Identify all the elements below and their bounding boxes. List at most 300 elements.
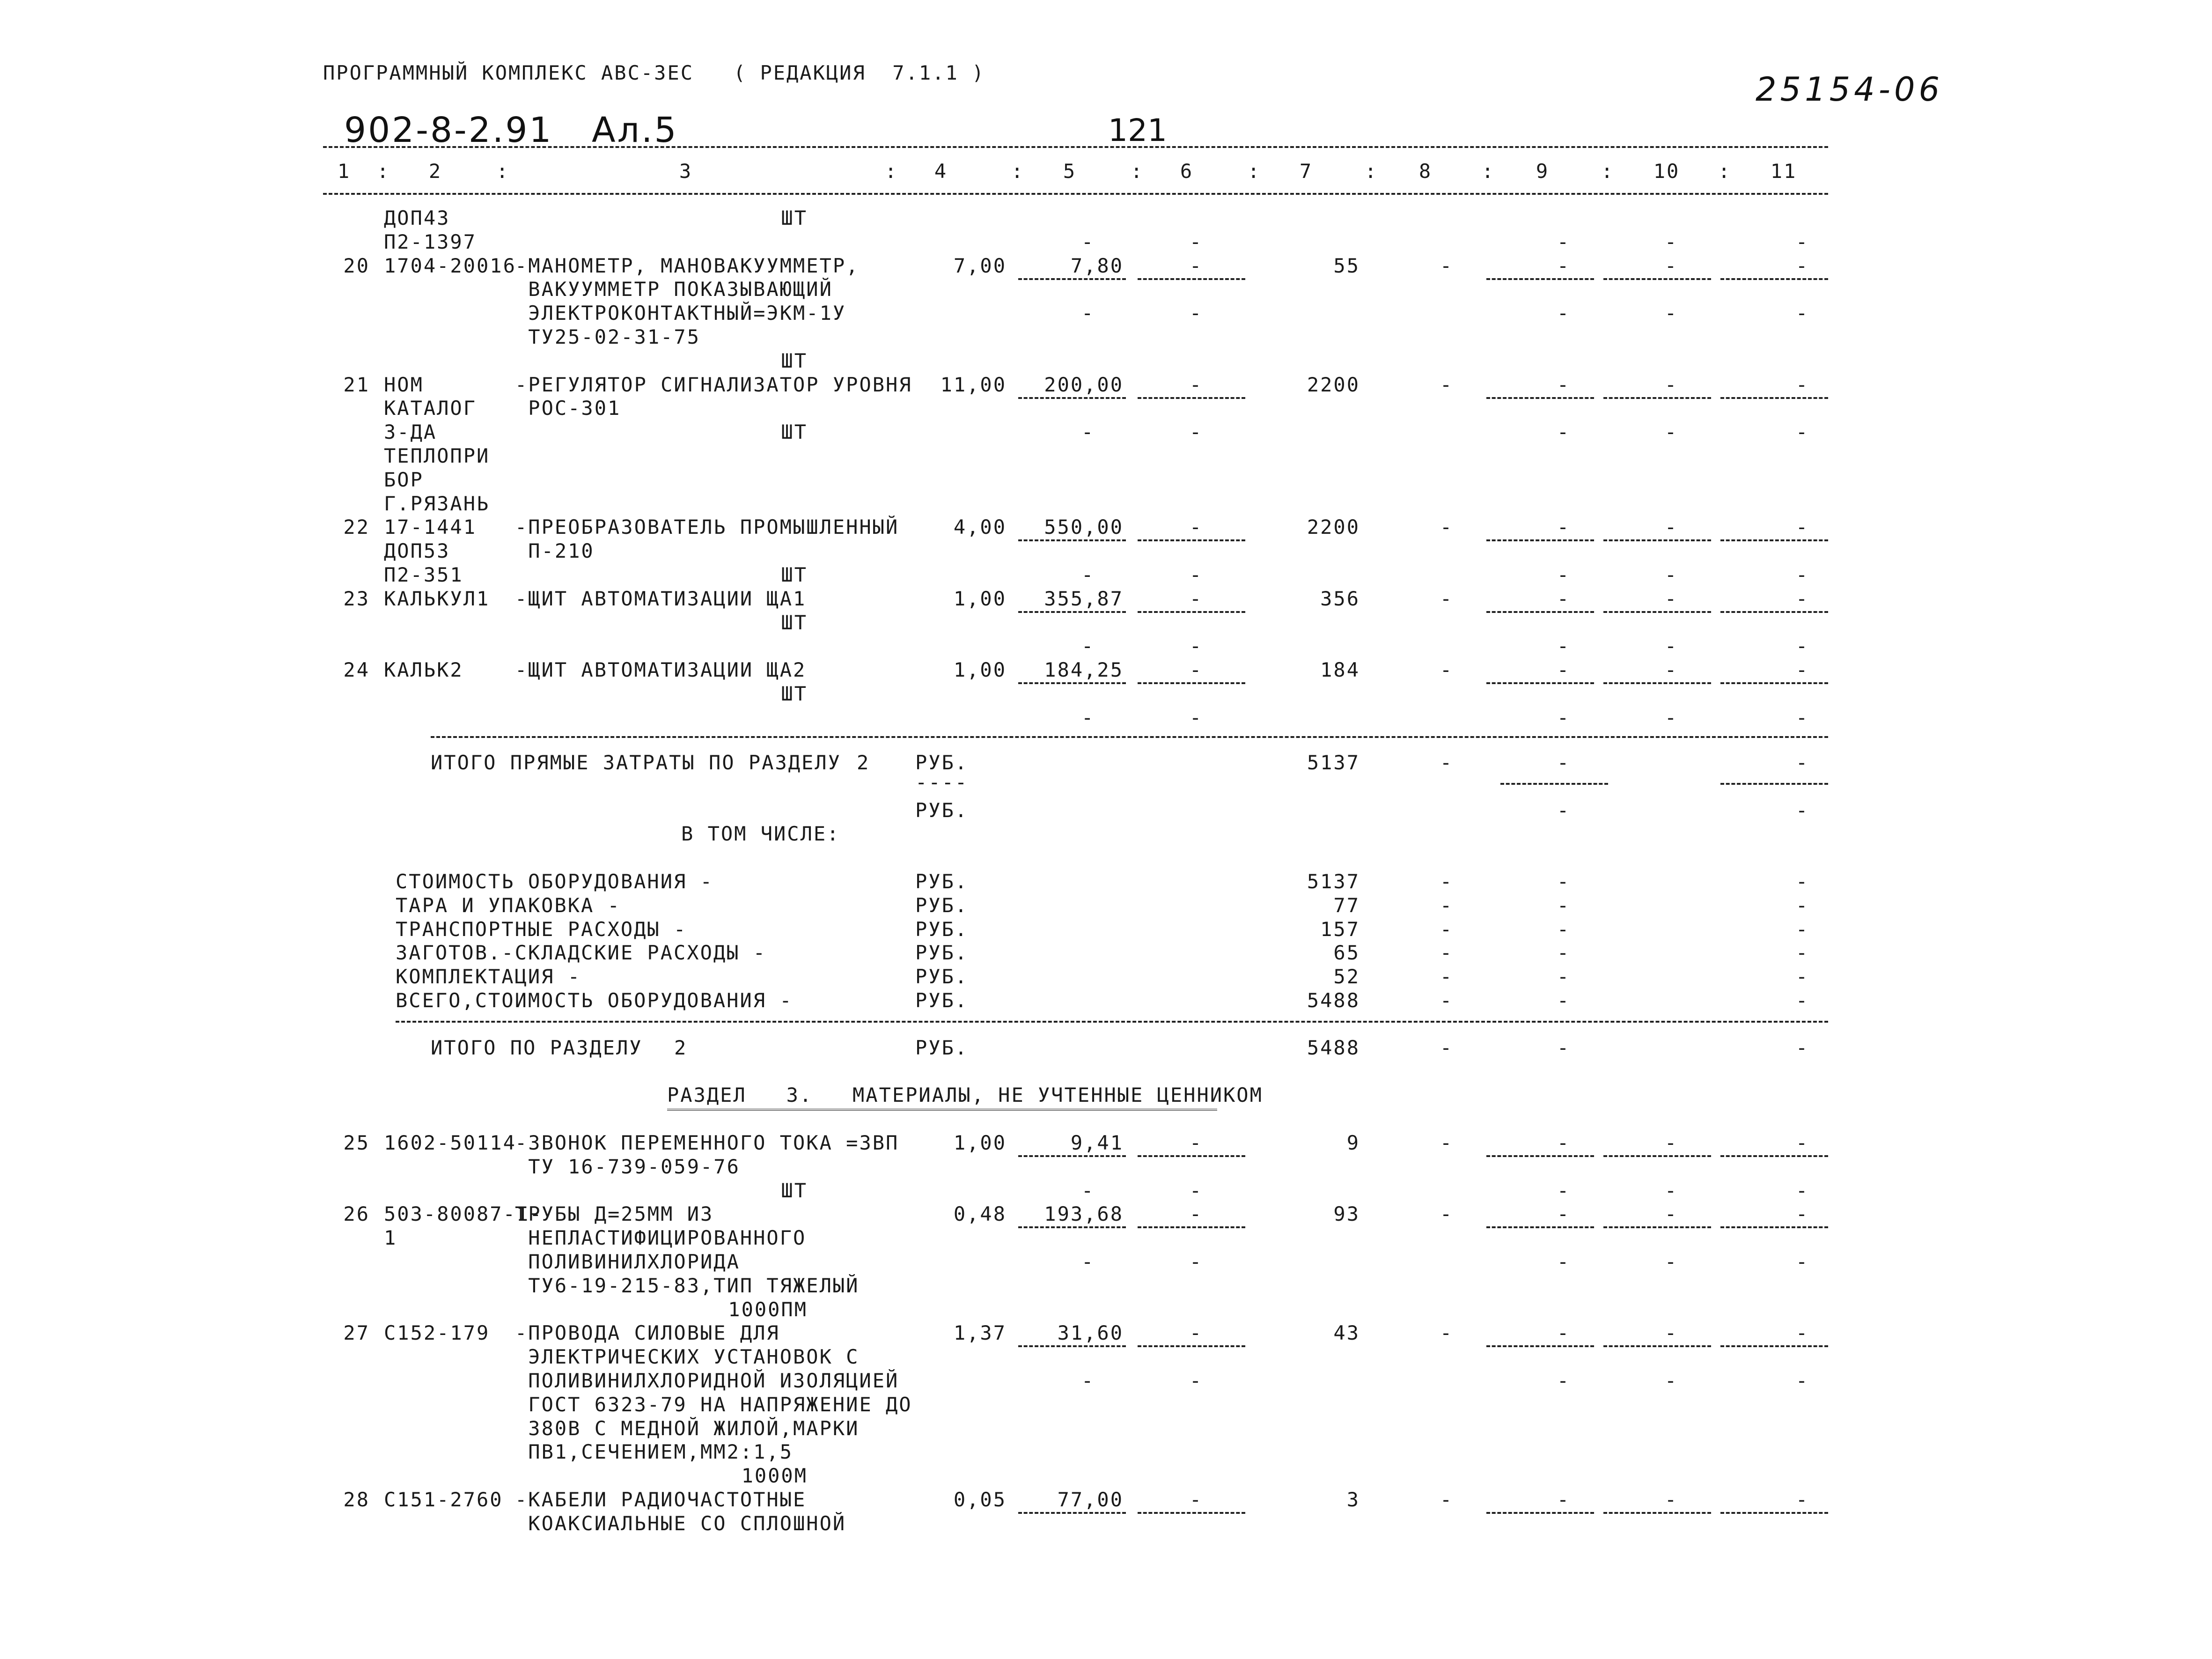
unit-cell: ШТ xyxy=(781,682,808,705)
column-header-3: 3 xyxy=(679,160,693,183)
breakdown-label: ВСЕГО,СТОИМОСТЬ ОБОРУДОВАНИЯ - xyxy=(396,989,793,1012)
col10-underline xyxy=(1603,1345,1711,1347)
code-cell: Г.РЯЗАНЬ xyxy=(384,492,490,515)
dash-cell: - xyxy=(1440,751,1454,774)
quantity-cell: 0,48 xyxy=(953,1202,1007,1226)
col10-cell: - xyxy=(1664,230,1678,253)
col11-cell: - xyxy=(1795,1250,1809,1273)
column-header-9: 9 xyxy=(1536,160,1550,183)
name-cell: ПОЛИВИНИЛХЛОРИДНОЙ ИЗОЛЯЦИЕЙ xyxy=(515,1369,899,1392)
col11-underline xyxy=(1720,539,1828,541)
price-underline xyxy=(1018,611,1126,613)
name-cell: -ЗВОНОК ПЕРЕМЕННОГО ТОКА =ЗВП xyxy=(515,1131,899,1154)
including-label: В ТОМ ЧИСЛЕ: xyxy=(681,822,840,845)
unit-cell: ШТ xyxy=(781,420,808,444)
price-cell: 355,87 xyxy=(1044,587,1124,610)
row-number: 23 xyxy=(343,587,370,610)
dash-cell: - xyxy=(1795,1036,1809,1059)
col6-cell: - xyxy=(1189,1179,1203,1202)
price-cell: - xyxy=(1081,1369,1095,1392)
col11-cell: - xyxy=(1795,1321,1809,1345)
col11-cell: - xyxy=(1795,1488,1809,1511)
col11-cell: - xyxy=(1795,634,1809,658)
col10-underline xyxy=(1603,278,1711,280)
col10-underline xyxy=(1603,682,1711,684)
col6-underline xyxy=(1138,397,1245,399)
col9-cell: - xyxy=(1557,1131,1571,1154)
col8-cell: - xyxy=(1440,516,1454,539)
name-cell: ГОСТ 6323-79 НА НАПРЯЖЕНИЕ ДО xyxy=(515,1393,912,1416)
col10-cell: - xyxy=(1664,658,1678,682)
col8-cell: - xyxy=(1440,587,1454,610)
code-cell: П2-351 xyxy=(384,563,463,586)
col10-underline xyxy=(1603,1512,1711,1514)
row-number: 25 xyxy=(343,1131,370,1154)
col11-cell: - xyxy=(1795,1131,1809,1154)
col9-underline xyxy=(1486,682,1594,684)
dash-cell: - xyxy=(1557,941,1571,965)
page-number: 121 xyxy=(1108,112,1167,148)
name-cell: ПОЛИВИНИЛХЛОРИДА xyxy=(515,1250,740,1273)
name-cell: ЭЛЕКТРИЧЕСКИХ УСТАНОВОК С xyxy=(515,1345,860,1369)
col9-underline xyxy=(1500,783,1608,785)
price-cell: 200,00 xyxy=(1044,373,1124,396)
col9-cell: - xyxy=(1557,563,1571,586)
price-cell: - xyxy=(1081,1179,1095,1202)
breakdown-label: ТАРА И УПАКОВКА - xyxy=(396,893,621,917)
code-cell: ДОП43 xyxy=(384,206,450,229)
totals-mid-rule xyxy=(396,1021,1828,1023)
breakdown-value: 77 xyxy=(1333,893,1360,917)
column-header-1: 1 xyxy=(337,160,351,183)
col6-cell: - xyxy=(1189,302,1203,325)
price-cell: 7,80 xyxy=(1070,254,1124,277)
column-header-7: 7 xyxy=(1299,160,1313,183)
quantity-cell: 1,00 xyxy=(953,587,1007,610)
price-cell: 550,00 xyxy=(1044,516,1124,539)
col9-underline xyxy=(1486,1345,1594,1347)
col10-cell: - xyxy=(1664,706,1678,729)
col11-cell: - xyxy=(1795,658,1809,682)
direct-costs-label: ИТОГО ПРЯМЫЕ ЗАТРАТЫ ПО РАЗДЕЛУ xyxy=(431,751,841,774)
rub-label: РУБ. xyxy=(915,870,969,893)
unit-cell: ШТ xyxy=(781,206,808,229)
col6-underline xyxy=(1138,682,1245,684)
rub-label: РУБ. xyxy=(915,965,969,988)
code-cell: 1602-50114 xyxy=(384,1131,516,1154)
col9-cell: - xyxy=(1557,1179,1571,1202)
breakdown-label: ЗАГОТОВ.-СКЛАДСКИЕ РАСХОДЫ - xyxy=(396,941,767,965)
unit-cell: ШТ xyxy=(781,349,808,372)
col6-cell: - xyxy=(1189,563,1203,586)
dash-cell: - xyxy=(1440,989,1454,1012)
col6-cell: - xyxy=(1189,1369,1203,1392)
rub-label: РУБ. xyxy=(915,917,969,941)
col10-cell: - xyxy=(1664,516,1678,539)
section-total-label: ИТОГО ПО РАЗДЕЛУ xyxy=(431,1036,643,1059)
section-total-value: 5488 xyxy=(1307,1036,1360,1059)
dash-cell: - xyxy=(1557,1036,1571,1059)
col6-underline xyxy=(1138,539,1245,541)
column-header-2: 2 xyxy=(428,160,442,183)
total-cell: 9 xyxy=(1346,1131,1360,1154)
dash-cell: - xyxy=(1557,799,1571,822)
col10-underline xyxy=(1603,1226,1711,1228)
quantity-cell: 4,00 xyxy=(953,516,1007,539)
code-cell: 503-80087-1- xyxy=(384,1202,543,1226)
column-header-11: 11 xyxy=(1770,160,1797,183)
code-cell: ТЕПЛОПРИ xyxy=(384,444,490,467)
name-cell: КОАКСИАЛЬНЫЕ СО СПЛОШНОЙ xyxy=(515,1512,846,1535)
col9-cell: - xyxy=(1557,373,1571,396)
col11-underline xyxy=(1720,278,1828,280)
col8-cell: - xyxy=(1440,373,1454,396)
quantity-cell: 7,00 xyxy=(953,254,1007,277)
col11-cell: - xyxy=(1795,587,1809,610)
breakdown-value: 5488 xyxy=(1307,989,1360,1012)
section-3-title-underline xyxy=(667,1109,1217,1113)
col9-cell: - xyxy=(1557,587,1571,610)
dash-cell: - xyxy=(1557,965,1571,988)
column-separator: : xyxy=(1601,160,1615,183)
unit-cell: ШТ xyxy=(781,563,808,586)
col11-cell: - xyxy=(1795,563,1809,586)
price-underline xyxy=(1018,1226,1126,1228)
price-underline xyxy=(1018,397,1126,399)
col6-cell: - xyxy=(1189,516,1203,539)
price-cell: - xyxy=(1081,230,1095,253)
col10-underline xyxy=(1603,397,1711,399)
project-code: 902-8-2.91 Ал.5 xyxy=(344,110,678,150)
name-cell: ТУ6-19-215-83,ТИП ТЯЖЕЛЫЙ xyxy=(515,1274,860,1297)
name-cell: ВАКУУММЕТР ПОКАЗЫВАЮЩИЙ xyxy=(515,278,833,301)
total-cell: 3 xyxy=(1346,1488,1360,1511)
price-cell: - xyxy=(1081,706,1095,729)
dash-cell: - xyxy=(1440,893,1454,917)
col11-underline xyxy=(1720,682,1828,684)
col11-cell: - xyxy=(1795,254,1809,277)
name-cell: ЭЛЕКТРОКОНТАКТНЫЙ=ЭКМ-1У xyxy=(515,302,846,325)
code-cell: НОМ xyxy=(384,373,424,396)
col9-cell: - xyxy=(1557,658,1571,682)
col11-underline xyxy=(1720,1226,1828,1228)
col9-cell: - xyxy=(1557,420,1571,444)
code-cell: С152-179 xyxy=(384,1321,490,1345)
column-header-8: 8 xyxy=(1418,160,1433,183)
col11-cell: - xyxy=(1795,1202,1809,1226)
col11-underline xyxy=(1720,611,1828,613)
col6-underline xyxy=(1138,1512,1245,1514)
column-header-10: 10 xyxy=(1653,160,1680,183)
col10-cell: - xyxy=(1664,302,1678,325)
dash-cell: - xyxy=(1440,965,1454,988)
col10-cell: - xyxy=(1664,1369,1678,1392)
col11-cell: - xyxy=(1795,302,1809,325)
column-header-6: 6 xyxy=(1180,160,1194,183)
col10-cell: - xyxy=(1664,563,1678,586)
section-total-number: 2 xyxy=(674,1036,688,1059)
col9-underline xyxy=(1486,1155,1594,1157)
row-number: 22 xyxy=(343,516,370,539)
row-number: 28 xyxy=(343,1488,370,1511)
col9-cell: - xyxy=(1557,634,1571,658)
col9-cell: - xyxy=(1557,230,1571,253)
price-underline xyxy=(1018,1512,1126,1514)
col9-cell: - xyxy=(1557,1321,1571,1345)
col6-cell: - xyxy=(1189,254,1203,277)
col11-underline xyxy=(1720,1345,1828,1347)
name-cell: РОС-301 xyxy=(515,397,621,420)
column-separator: : xyxy=(1131,160,1144,183)
dash-cell: - xyxy=(1440,941,1454,965)
price-underline xyxy=(1018,539,1126,541)
code-cell: 17-1441 xyxy=(384,516,477,539)
rub-dash: ---- xyxy=(915,771,969,794)
col11-cell: - xyxy=(1795,420,1809,444)
col10-cell: - xyxy=(1664,1321,1678,1345)
col6-cell: - xyxy=(1189,634,1203,658)
column-separator: : xyxy=(1248,160,1261,183)
col6-cell: - xyxy=(1189,1488,1203,1511)
price-cell: - xyxy=(1081,302,1095,325)
dash-cell: - xyxy=(1557,893,1571,917)
price-underline xyxy=(1018,1155,1126,1157)
price-cell: 77,00 xyxy=(1057,1488,1124,1511)
breakdown-value: 157 xyxy=(1320,917,1360,941)
name-cell: -МАНОМЕТР, МАНОВАКУУММЕТР, xyxy=(515,254,860,277)
quantity-cell: 1,00 xyxy=(953,658,1007,682)
col10-cell: - xyxy=(1664,587,1678,610)
col11-cell: - xyxy=(1795,230,1809,253)
row-number: 24 xyxy=(343,658,370,682)
name-cell: ТУ 16-739-059-76 xyxy=(515,1155,740,1178)
total-cell: 356 xyxy=(1320,587,1360,610)
total-cell: 184 xyxy=(1320,658,1360,682)
col8-cell: - xyxy=(1440,1321,1454,1345)
col9-cell: - xyxy=(1557,254,1571,277)
column-separator: : xyxy=(1011,160,1025,183)
col11-cell: - xyxy=(1795,516,1809,539)
name-cell: -ПРЕОБРАЗОВАТЕЛЬ ПРОМЫШЛЕННЫЙ xyxy=(515,516,899,539)
unit-cell: ШТ xyxy=(781,1179,808,1202)
col9-cell: - xyxy=(1557,1369,1571,1392)
code-cell: КАЛЬКУЛ1 xyxy=(384,587,490,610)
section-3-title: РАЗДЕЛ 3. МАТЕРИАЛЫ, НЕ УЧТЕННЫЕ ЦЕННИКОМ xyxy=(667,1084,1263,1106)
dash-cell: - xyxy=(1795,965,1809,988)
col9-cell: - xyxy=(1557,516,1571,539)
col9-underline xyxy=(1486,397,1594,399)
col11-underline xyxy=(1720,783,1828,785)
code-cell: БОР xyxy=(384,468,424,491)
dash-cell: - xyxy=(1795,893,1809,917)
price-cell: - xyxy=(1081,1250,1095,1273)
col6-cell: - xyxy=(1189,1131,1203,1154)
col10-cell: - xyxy=(1664,420,1678,444)
code-cell: П2-1397 xyxy=(384,230,477,253)
breakdown-label: КОМПЛЕКТАЦИЯ - xyxy=(396,965,581,988)
total-cell: 43 xyxy=(1333,1321,1360,1345)
row-number: 27 xyxy=(343,1321,370,1345)
price-underline xyxy=(1018,278,1126,280)
column-separator: : xyxy=(1482,160,1495,183)
col6-cell: - xyxy=(1189,587,1203,610)
col10-underline xyxy=(1603,611,1711,613)
rub-label: РУБ. xyxy=(915,893,969,917)
col11-underline xyxy=(1720,1512,1828,1514)
dash-cell: - xyxy=(1440,1036,1454,1059)
name-cell: -ЩИТ АВТОМАТИЗАЦИИ ЩА2 xyxy=(515,658,807,682)
col10-cell: - xyxy=(1664,254,1678,277)
column-header-5: 5 xyxy=(1063,160,1077,183)
col9-underline xyxy=(1486,1512,1594,1514)
rub-label: РУБ. xyxy=(915,989,969,1012)
direct-costs-total: 5137 xyxy=(1307,751,1360,774)
code-cell: 1 xyxy=(384,1226,397,1250)
quantity-cell: 0,05 xyxy=(953,1488,1007,1511)
col8-cell: - xyxy=(1440,1202,1454,1226)
col10-cell: - xyxy=(1664,634,1678,658)
column-separator: : xyxy=(496,160,510,183)
col10-underline xyxy=(1603,1155,1711,1157)
col6-underline xyxy=(1138,278,1245,280)
name-cell: ПВ1,СЕЧЕНИЕМ,ММ2:1,5 xyxy=(515,1440,794,1464)
col8-cell: - xyxy=(1440,1488,1454,1511)
dash-cell: - xyxy=(1557,751,1571,774)
price-cell: - xyxy=(1081,420,1095,444)
name-cell: 380В С МЕДНОЙ ЖИЛОЙ,МАРКИ xyxy=(515,1416,860,1440)
col9-cell: - xyxy=(1557,1202,1571,1226)
col10-cell: - xyxy=(1664,1250,1678,1273)
dash-cell: - xyxy=(1795,941,1809,965)
col10-cell: - xyxy=(1664,373,1678,396)
col8-cell: - xyxy=(1440,254,1454,277)
dash-cell: - xyxy=(1557,870,1571,893)
col6-cell: - xyxy=(1189,420,1203,444)
breakdown-value: 5137 xyxy=(1307,870,1360,893)
col8-cell: - xyxy=(1440,1131,1454,1154)
dash-cell: - xyxy=(1795,751,1809,774)
col9-cell: - xyxy=(1557,1488,1571,1511)
price-cell: 9,41 xyxy=(1070,1131,1124,1154)
col10-cell: - xyxy=(1664,1202,1678,1226)
price-cell: - xyxy=(1081,634,1095,658)
col6-cell: - xyxy=(1189,1202,1203,1226)
breakdown-label: ТРАНСПОРТНЫЕ РАСХОДЫ - xyxy=(396,917,687,941)
unit-cell: 1000ПМ xyxy=(728,1298,808,1321)
col8-cell: - xyxy=(1440,658,1454,682)
col11-cell: - xyxy=(1795,373,1809,396)
total-cell: 93 xyxy=(1333,1202,1360,1226)
direct-costs-section: 2 xyxy=(857,751,870,774)
total-cell: 2200 xyxy=(1307,373,1360,396)
col11-underline xyxy=(1720,1155,1828,1157)
header-top-rule xyxy=(323,146,1828,148)
price-cell: 31,60 xyxy=(1057,1321,1124,1345)
col11-underline xyxy=(1720,397,1828,399)
rub-label: РУБ. xyxy=(915,751,969,774)
unit-cell: 1000М xyxy=(741,1464,808,1488)
doc-number: 25154-06 xyxy=(1756,70,1944,109)
price-underline xyxy=(1018,1345,1126,1347)
col9-underline xyxy=(1486,1226,1594,1228)
dash-cell: - xyxy=(1440,870,1454,893)
col11-cell: - xyxy=(1795,1179,1809,1202)
dash-cell: - xyxy=(1795,989,1809,1012)
rub-label: РУБ. xyxy=(915,799,969,822)
col6-underline xyxy=(1138,1155,1245,1157)
quantity-cell: 11,00 xyxy=(940,373,1007,396)
code-cell: КАТАЛОГ xyxy=(384,397,477,420)
code-cell: ДОП53 xyxy=(384,539,450,563)
col6-cell: - xyxy=(1189,1321,1203,1345)
row-number: 21 xyxy=(343,373,370,396)
col10-cell: - xyxy=(1664,1488,1678,1511)
name-cell: П-210 xyxy=(515,539,595,563)
dash-cell: - xyxy=(1557,917,1571,941)
col6-underline xyxy=(1138,1226,1245,1228)
column-header-4: 4 xyxy=(934,160,948,183)
breakdown-value: 65 xyxy=(1333,941,1360,965)
col6-cell: - xyxy=(1189,373,1203,396)
dash-cell: - xyxy=(1795,799,1809,822)
dash-cell: - xyxy=(1557,989,1571,1012)
breakdown-label: СТОИМОСТЬ ОБОРУДОВАНИЯ - xyxy=(396,870,713,893)
total-cell: 2200 xyxy=(1307,516,1360,539)
price-cell: - xyxy=(1081,563,1095,586)
col6-cell: - xyxy=(1189,230,1203,253)
column-separator: : xyxy=(377,160,390,183)
col10-cell: - xyxy=(1664,1131,1678,1154)
col11-cell: - xyxy=(1795,706,1809,729)
total-cell: 55 xyxy=(1333,254,1360,277)
program-title: ПРОГРАММНЫЙ КОМПЛЕКС АВС-3ЕС ( РЕДАКЦИЯ 7.1.1 ) xyxy=(323,61,985,84)
price-cell: 193,68 xyxy=(1044,1202,1124,1226)
col9-underline xyxy=(1486,611,1594,613)
dash-cell: - xyxy=(1795,870,1809,893)
column-separator: : xyxy=(1718,160,1732,183)
name-cell: -РЕГУЛЯТОР СИГНАЛИЗАТОР УРОВНЯ xyxy=(515,373,912,396)
totals-top-rule xyxy=(431,736,1828,738)
name-cell: -ПРОВОДА СИЛОВЫЕ ДЛЯ xyxy=(515,1321,780,1345)
col9-underline xyxy=(1486,539,1594,541)
name-cell: -ЩИТ АВТОМАТИЗАЦИИ ЩА1 xyxy=(515,587,807,610)
price-underline xyxy=(1018,682,1126,684)
col6-cell: - xyxy=(1189,1250,1203,1273)
col6-cell: - xyxy=(1189,658,1203,682)
rub-label: РУБ. xyxy=(915,1036,969,1059)
rub-label: РУБ. xyxy=(915,941,969,965)
code-cell: З-ДА xyxy=(384,420,437,444)
col6-cell: - xyxy=(1189,706,1203,729)
col9-cell: - xyxy=(1557,706,1571,729)
row-number: 20 xyxy=(343,254,370,277)
dash-cell: - xyxy=(1440,917,1454,941)
col9-underline xyxy=(1486,278,1594,280)
col10-underline xyxy=(1603,539,1711,541)
column-separator: : xyxy=(1365,160,1378,183)
quantity-cell: 1,00 xyxy=(953,1131,1007,1154)
code-cell: 1704-20016 xyxy=(384,254,516,277)
name-cell: ТУ25-02-31-75 xyxy=(515,325,701,348)
col6-underline xyxy=(1138,611,1245,613)
unit-cell: ШТ xyxy=(781,611,808,634)
breakdown-value: 52 xyxy=(1333,965,1360,988)
col6-underline xyxy=(1138,1345,1245,1347)
name-cell: ТРУБЫ Д=25ММ ИЗ xyxy=(515,1202,714,1226)
quantity-cell: 1,37 xyxy=(953,1321,1007,1345)
name-cell: НЕПЛАСТИФИЦИРОВАННОГО xyxy=(515,1226,807,1250)
header-bottom-rule xyxy=(323,193,1828,195)
